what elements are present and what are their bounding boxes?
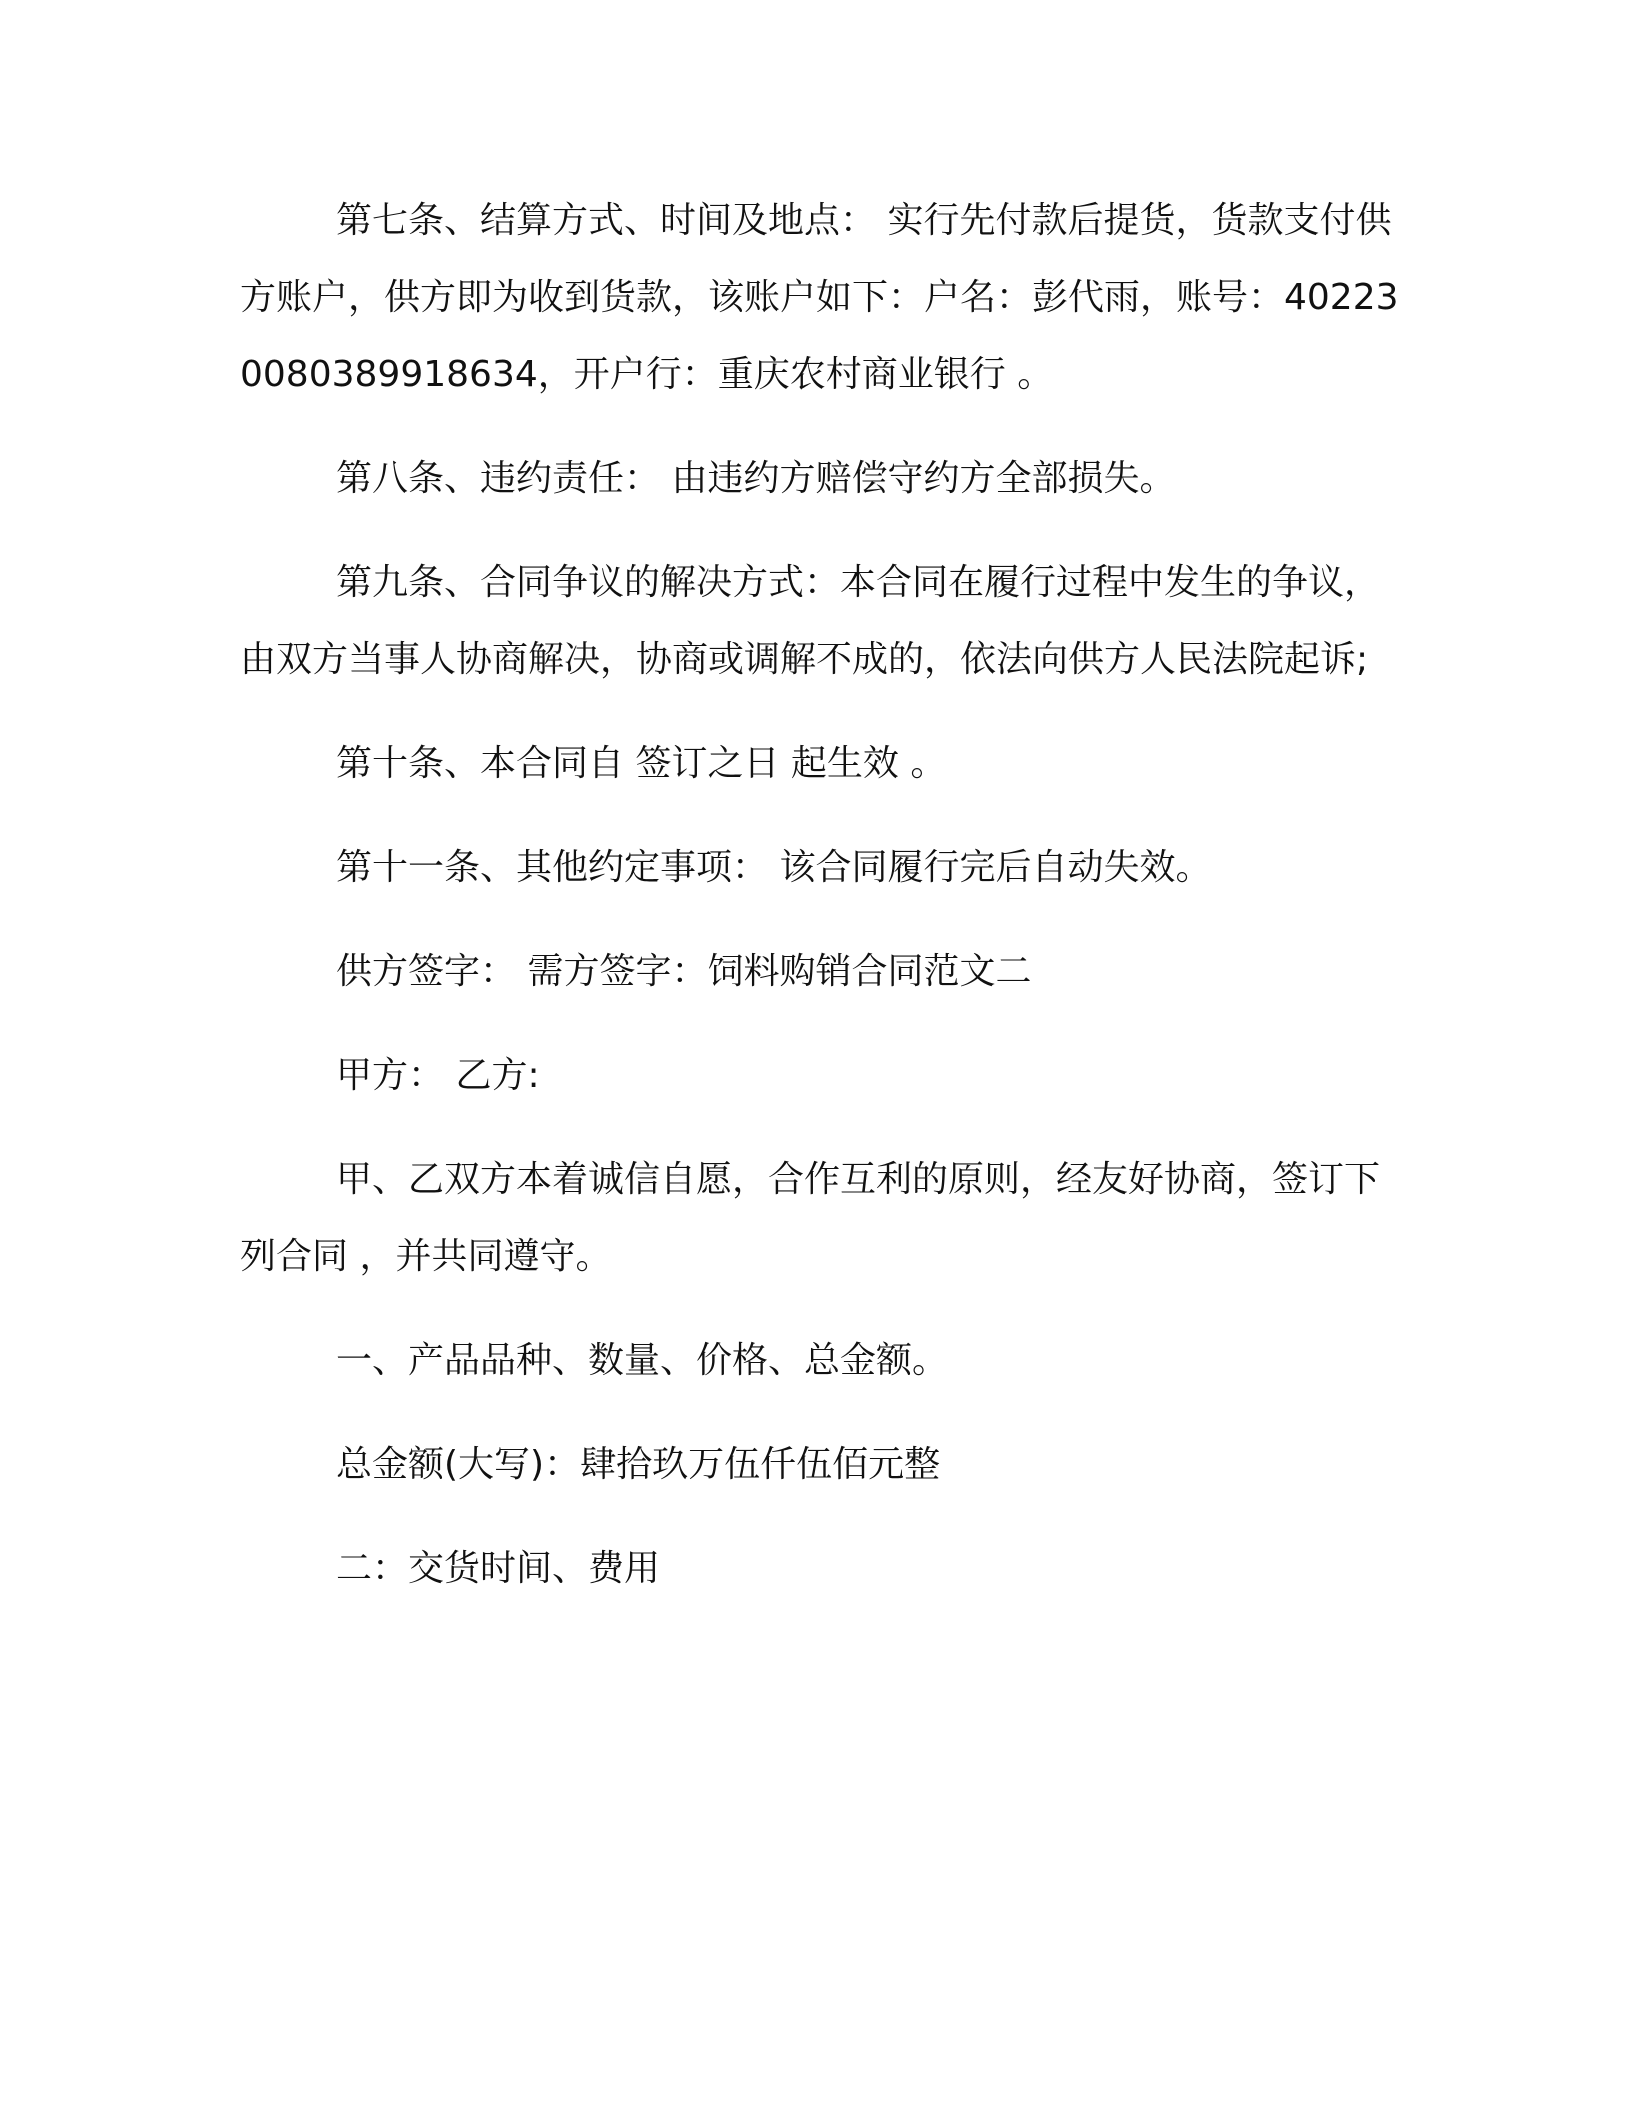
- parties-line: 甲方： 乙方:: [336, 1055, 540, 1096]
- total-amount: 总金额(大写)：肆拾玖万伍仟伍佰元整: [336, 1444, 941, 1485]
- clause-11-other-terms: 第十一条、其他约定事项： 该合同履行完后自动失效。: [336, 847, 1212, 888]
- signature-line: 供方签字： 需方签字：饲料购销合同范文二: [336, 951, 1032, 992]
- preamble: 甲、乙双方本着诚信自愿，合作互利的原则，经友好协商，签订下列合同 ，并共同遵守。: [240, 1159, 1381, 1277]
- clause-9-dispute-resolution: 第九条、合同争议的解决方式：本合同在履行过程中发生的争议，由双方当事人协商解决，协商或调解不成的，依法向供方人民法院起诉;: [240, 562, 1381, 680]
- clause-10-effective-date: 第十条、本合同自 签订之日 起生效 。: [336, 743, 947, 784]
- section-2-heading: 二：交货时间、费用: [336, 1548, 661, 1589]
- clause-7-settlement: 第七条、结算方式、时间及地点： 实行先付款后提货，货款支付供方账户，供方即为收到货款，该账户如下：户名：彭代雨，账号：402230080389918634，开户行：重庆农村商业银行 。: [240, 200, 1399, 395]
- section-1-heading: 一、产品品种、数量、价格、总金额。: [336, 1340, 949, 1381]
- document-body: [240, 182, 1400, 1607]
- clause-8-liability: 第八条、违约责任： 由违约方赔偿守约方全部损失。: [336, 458, 1176, 499]
